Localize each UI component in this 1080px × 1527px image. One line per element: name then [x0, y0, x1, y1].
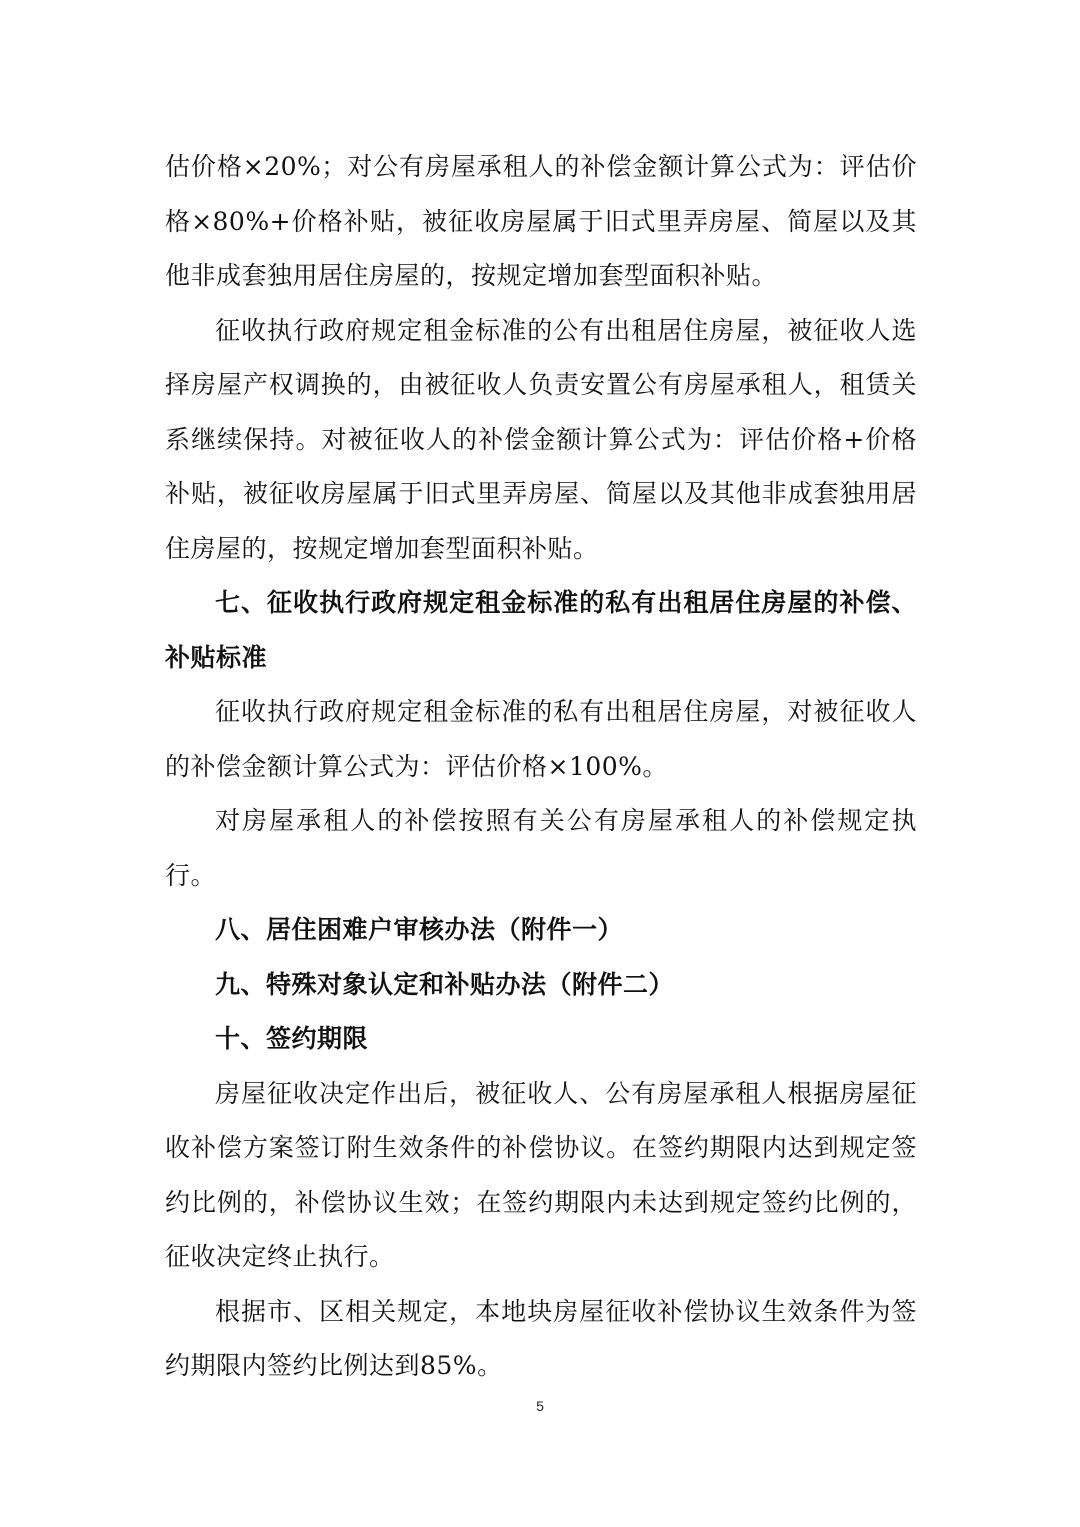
section-heading-9: 九、特殊对象认定和补贴办法（附件二）	[215, 969, 675, 999]
paragraph-signing-agreement: 房屋征收决定作出后，被征收人、公有房屋承租人根据房屋征收补偿方案签订附生效条件的补偿协议。在签约期限内达到规定签约比例的，补偿协议生效；在签约期限内未达到规定签约比例的，征收决定终止执行。	[165, 1078, 917, 1271]
section-heading-8: 八、居住困难户审核办法（附件一）	[215, 915, 624, 944]
section-heading-7: 七、征收执行政府规定租金标准的私有出租居住房屋的补偿、补贴标准	[165, 588, 917, 672]
document-body	[165, 140, 917, 1394]
page-number: 5	[536, 1398, 544, 1414]
paragraph-private-rental-formula: 征收执行政府规定租金标准的私有出租居住房屋，对被征收人的补偿金额计算公式为：评估价格×100%。	[165, 697, 917, 781]
paragraph-tenant-compensation: 对房屋承租人的补偿按照有关公有房屋承租人的补偿规定执行。	[165, 806, 917, 890]
paragraph-signing-ratio: 根据市、区相关规定，本地块房屋征收补偿协议生效条件为签约期限内签约比例达到85%。	[165, 1296, 917, 1380]
paragraph-public-rental-exchange: 征收执行政府规定租金标准的公有出租居住房屋，被征收人选择房屋产权调换的，由被征收人负责安置公有房屋承租人，租赁关系继续保持。对被征收人的补偿金额计算公式为：评估价格+价格补贴，被征收房屋属于旧式里弄房屋、简屋以及其他非成套独用居住房屋的，按规定增加套型面积补贴。	[165, 315, 917, 563]
paragraph-continued-formula: 估价格×20%；对公有房屋承租人的补偿金额计算公式为：评估价格×80%+价格补贴，被征收房屋属于旧式里弄房屋、简屋以及其他非成套独用居住房屋的，按规定增加套型面积补贴。	[165, 152, 917, 290]
section-heading-10: 十、签约期限	[215, 1024, 369, 1053]
